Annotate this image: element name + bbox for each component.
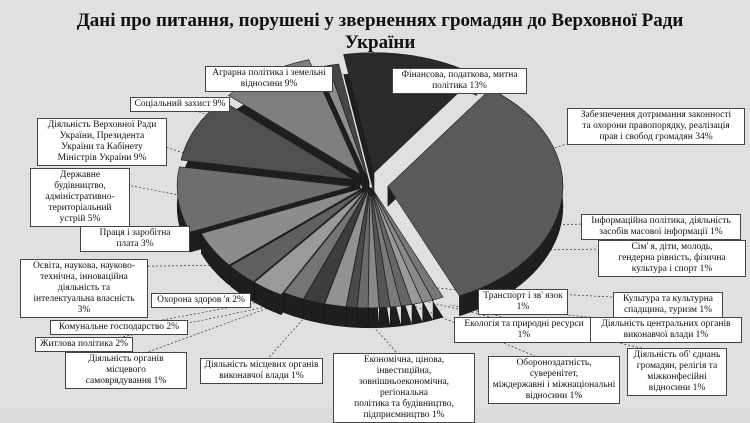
slice-label-line: 1%: [516, 302, 530, 312]
slice-label: [478, 289, 568, 315]
slice-label-line: відносини 9%: [240, 79, 298, 89]
slice-label-line: Охорона здоров 'я 2%: [157, 295, 245, 305]
slice-label-line: Праця і заробітна: [99, 228, 171, 238]
slice-label: [30, 168, 130, 227]
slice-label-line: територіальний: [48, 203, 112, 213]
slice-label-line: України та Кабінету: [61, 142, 143, 152]
slice-label-line: Діяльність органів місцевого: [88, 354, 164, 375]
slice-label-line: виконавчої влади 1%: [623, 330, 709, 340]
slice-label: [488, 356, 620, 404]
chart-title: Дані про питання, порушені у зверненнях громадян до Верховної Ради України: [76, 10, 684, 53]
slice-label-line: підприємництво 1%: [363, 410, 445, 420]
slice-label-line: прав і свобод громадян 34%: [599, 132, 713, 142]
slice-label-line: діяльність та: [57, 283, 111, 293]
slice-label-line: Аграрна політика і земельні: [212, 68, 326, 78]
slice-label-line: 1%: [517, 330, 531, 340]
slice-label-line: Міністрів України 9%: [57, 153, 147, 163]
slice-label-line: Діяльність об' єднань: [633, 350, 721, 360]
slice-label-line: Житлова політика 2%: [39, 339, 128, 349]
slice-label-line: Соціальний захист 9%: [134, 99, 226, 109]
slice-label: [20, 259, 148, 318]
slice-label: [50, 320, 188, 335]
slice-label-line: технічна, інноваційна: [40, 272, 128, 282]
slice-label: [65, 352, 187, 389]
slice-label: [200, 358, 323, 384]
slice-label-line: Економічна, цінова, інвестиційна,: [363, 355, 445, 376]
slice-label-line: Діяльність Верховної Ради: [47, 120, 157, 130]
slice-label-line: спадщина, туризм 1%: [623, 305, 713, 315]
slice-label: [598, 240, 746, 277]
slice-label: [35, 337, 133, 352]
slice-label-line: інтелектуальна власність: [33, 294, 135, 304]
slice-label: [454, 317, 594, 343]
slice-label: [151, 293, 251, 308]
slice-label-line: України, Президента: [59, 131, 145, 141]
slice-label-line: 3%: [77, 305, 91, 315]
slice-label-line: засобів масової інформації 1%: [599, 227, 723, 237]
slice-label-line: громадян, релігія та: [636, 361, 718, 371]
slice-label: [333, 353, 475, 423]
slice-label-line: відносини 1%: [525, 391, 583, 401]
slice-label: [37, 118, 167, 166]
slice-label-line: плата 3%: [116, 239, 154, 249]
slice-label-line: міждержавні і міжнаціональні: [492, 380, 616, 390]
slice-label: [567, 108, 745, 145]
slice-label-line: Культура та культурна: [623, 294, 713, 304]
slice-label-line: культура і спорт 1%: [631, 264, 713, 274]
slice-label-line: міжконфесійні: [647, 372, 707, 382]
slice-label-line: Транспорт і зв' язок: [483, 291, 563, 301]
slice-label-line: Інформаційна політика, діяльність: [591, 216, 731, 226]
slice-label: [80, 226, 190, 252]
slice-label-line: гендерна рівність, фізична: [618, 253, 726, 263]
slice-label-line: виконавчої влади 1%: [219, 371, 304, 381]
slice-label-line: Діяльність місцевих органів: [204, 360, 319, 370]
slice-label-line: Сім' я, діти, молодь,: [631, 242, 713, 252]
slice-label: [590, 317, 742, 343]
slice-label: [130, 97, 230, 112]
slice-label-line: адміністративно-: [45, 192, 115, 202]
slice-label-line: Фінансова, податкова, митна: [401, 70, 518, 80]
slice-label-line: Обороноздатність, суверенітет,: [516, 358, 592, 379]
slice-label-line: Державне: [59, 170, 101, 180]
slice-label-line: Комунальне господарство 2%: [58, 322, 180, 332]
slice-label-line: політика 13%: [432, 81, 487, 91]
slice-label: [581, 214, 741, 240]
slice-label-line: Освіта, наукова, науково-: [33, 261, 135, 271]
slice-label-line: Забезпечення дотримання законності: [580, 110, 732, 120]
slice-label-line: відносини 1%: [648, 383, 706, 393]
slice-label-line: самоврядування 1%: [85, 376, 167, 386]
slice-label-line: устрій 5%: [59, 214, 101, 224]
slice-label: [392, 68, 527, 94]
slice-label-line: та охорони правопорядку, реалізація: [582, 121, 730, 131]
slice-label-line: Діяльність центральних органів: [601, 319, 731, 329]
slice-label-line: Екологія та природні ресурси: [464, 319, 584, 329]
slice-label-line: зовнішньоекономічна, регіональна: [358, 377, 450, 398]
slice-label-line: будівництво,: [54, 181, 106, 191]
slice-label: [205, 66, 333, 92]
slice-label: [613, 292, 723, 318]
slice-label: [627, 348, 727, 396]
slice-label-line: політика та будівництво,: [354, 399, 454, 409]
